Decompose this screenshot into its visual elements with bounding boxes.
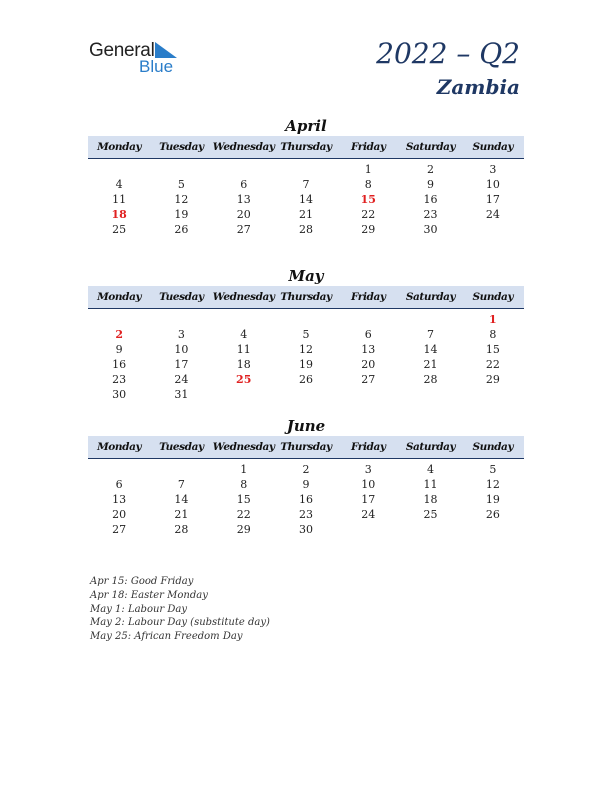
day-cell: 8 xyxy=(364,178,372,191)
day-cell: 4 xyxy=(240,328,248,341)
day-cell: 29 xyxy=(485,373,500,386)
day-cell: 10 xyxy=(485,178,500,191)
day-cell: 3 xyxy=(489,163,497,176)
week-row xyxy=(88,327,524,342)
day-cell: 1 xyxy=(364,163,372,176)
day-cell: 9 xyxy=(115,343,123,356)
day-cell: 6 xyxy=(240,178,248,191)
weekday-label: Thursday xyxy=(280,291,332,303)
day-cell: 9 xyxy=(302,478,310,491)
holiday-note: May 1: Labour Day xyxy=(90,603,187,615)
day-cell: 29 xyxy=(361,223,376,236)
weekday-label: Sunday xyxy=(472,441,514,453)
day-cell: 7 xyxy=(427,328,435,341)
day-cell: 13 xyxy=(236,193,251,206)
day-cell xyxy=(275,312,337,327)
day-cell: 7 xyxy=(177,478,185,491)
day-cell xyxy=(337,387,399,402)
day-cell xyxy=(462,387,524,402)
weekday-label: Wednesday xyxy=(212,441,275,453)
day-cell: 2 xyxy=(427,163,435,176)
day-cell xyxy=(399,522,461,537)
day-cell: 12 xyxy=(298,343,313,356)
page-title: 2022 – Q2 xyxy=(376,37,520,70)
day-cell: 19 xyxy=(485,493,500,506)
day-cell: 14 xyxy=(423,343,438,356)
week-row xyxy=(88,177,524,192)
weekday-label: Saturday xyxy=(405,141,456,153)
week-row xyxy=(88,162,524,177)
holiday-note: Apr 15: Good Friday xyxy=(90,576,194,587)
logo-blue-text: Blue xyxy=(139,57,174,76)
day-cell xyxy=(88,462,150,477)
weekday-header-row xyxy=(88,436,524,459)
day-cell xyxy=(88,312,150,327)
day-cell: 14 xyxy=(174,493,189,506)
weekday-label: Monday xyxy=(97,141,142,153)
day-cell: 23 xyxy=(112,373,127,386)
country-name: Zambia xyxy=(436,75,520,99)
day-cell: 27 xyxy=(112,523,127,536)
day-cell xyxy=(462,222,524,237)
weekday-label: Friday xyxy=(350,291,386,303)
day-cell: 19 xyxy=(174,208,189,221)
week-row xyxy=(88,387,524,402)
day-cell xyxy=(213,312,275,327)
day-cell: 23 xyxy=(298,508,313,521)
weekday-label: Friday xyxy=(350,141,386,153)
weekday-label: Thursday xyxy=(280,441,332,453)
weekday-header-row xyxy=(88,136,524,159)
weekday-label: Sunday xyxy=(472,291,514,303)
holiday-note: May 2: Labour Day (substitute day) xyxy=(90,617,270,629)
day-cell: 22 xyxy=(236,508,251,521)
day-cell: 5 xyxy=(302,328,310,341)
week-row xyxy=(88,522,524,537)
weekday-label: Monday xyxy=(97,441,142,453)
day-cell: 25 xyxy=(423,508,438,521)
day-cell: 10 xyxy=(361,478,376,491)
month-june xyxy=(88,416,524,537)
day-cell: 20 xyxy=(236,208,251,221)
weekday-label: Wednesday xyxy=(212,291,275,303)
day-cell: 27 xyxy=(361,373,376,386)
day-cell: 28 xyxy=(174,523,189,536)
day-cell: 21 xyxy=(174,508,189,521)
day-cell: 4 xyxy=(115,178,123,191)
month-title: June xyxy=(286,417,326,435)
day-cell: 8 xyxy=(489,328,497,341)
week-row xyxy=(88,507,524,522)
day-cell: 15 xyxy=(485,343,500,356)
day-cell: 12 xyxy=(485,478,500,491)
day-cell xyxy=(399,387,461,402)
holiday-day-cell: 2 xyxy=(115,328,123,341)
week-row xyxy=(88,222,524,237)
day-cell: 17 xyxy=(361,493,376,506)
day-cell: 16 xyxy=(112,358,127,371)
day-cell: 1 xyxy=(240,463,248,476)
day-cell: 6 xyxy=(364,328,372,341)
holiday-note: Apr 18: Easter Monday xyxy=(90,589,208,601)
weekday-label: Tuesday xyxy=(159,441,204,453)
day-cell: 16 xyxy=(298,493,313,506)
weekday-label: Wednesday xyxy=(212,141,275,153)
week-row xyxy=(88,342,524,357)
day-cell xyxy=(88,162,150,177)
day-cell: 22 xyxy=(361,208,376,221)
day-cell: 14 xyxy=(298,193,313,206)
day-cell: 25 xyxy=(112,223,127,236)
day-cell xyxy=(213,387,275,402)
day-cell: 2 xyxy=(302,463,310,476)
weekday-header-row xyxy=(88,286,524,309)
day-cell xyxy=(150,312,212,327)
day-cell: 7 xyxy=(302,178,310,191)
weekday-label: Thursday xyxy=(280,141,332,153)
day-cell xyxy=(275,162,337,177)
week-row xyxy=(88,477,524,492)
holiday-note: May 25: African Freedom Day xyxy=(90,631,243,643)
day-cell: 24 xyxy=(361,508,376,521)
week-row xyxy=(88,492,524,507)
day-cell: 28 xyxy=(298,223,313,236)
weekday-label: Sunday xyxy=(472,141,514,153)
day-cell: 29 xyxy=(236,523,251,536)
day-cell: 11 xyxy=(112,193,127,206)
week-row xyxy=(88,312,524,327)
day-cell xyxy=(337,312,399,327)
day-cell: 16 xyxy=(423,193,438,206)
day-cell: 30 xyxy=(112,388,127,401)
day-cell: 23 xyxy=(423,208,438,221)
day-cell: 31 xyxy=(174,388,189,401)
day-cell: 20 xyxy=(112,508,127,521)
day-cell: 30 xyxy=(423,223,438,236)
day-cell: 5 xyxy=(177,178,185,191)
day-cell: 19 xyxy=(298,358,313,371)
day-cell: 18 xyxy=(423,493,438,506)
week-row xyxy=(88,372,524,387)
day-cell: 21 xyxy=(298,208,313,221)
day-cell xyxy=(150,462,212,477)
day-cell: 13 xyxy=(112,493,127,506)
day-cell: 18 xyxy=(236,358,251,371)
day-cell: 24 xyxy=(485,208,500,221)
day-cell xyxy=(213,162,275,177)
day-cell: 27 xyxy=(236,223,251,236)
day-cell: 26 xyxy=(174,223,189,236)
day-cell: 9 xyxy=(427,178,435,191)
month-april xyxy=(88,116,524,237)
day-cell: 11 xyxy=(423,478,438,491)
day-cell xyxy=(462,522,524,537)
weekday-label: Friday xyxy=(350,441,386,453)
day-cell: 5 xyxy=(489,463,497,476)
day-cell: 28 xyxy=(423,373,438,386)
day-cell: 24 xyxy=(174,373,189,386)
holiday-day-cell: 18 xyxy=(111,208,127,221)
day-cell: 13 xyxy=(361,343,376,356)
weekday-label: Tuesday xyxy=(159,291,204,303)
day-cell: 11 xyxy=(236,343,251,356)
day-cell: 12 xyxy=(174,193,189,206)
day-cell: 21 xyxy=(423,358,438,371)
day-cell: 17 xyxy=(485,193,500,206)
month-may xyxy=(88,266,524,402)
day-cell xyxy=(337,522,399,537)
holiday-day-cell: 25 xyxy=(236,373,252,386)
day-cell: 26 xyxy=(298,373,313,386)
week-row xyxy=(88,207,524,222)
weekday-label: Tuesday xyxy=(159,141,204,153)
day-cell: 4 xyxy=(427,463,435,476)
day-cell: 22 xyxy=(485,358,500,371)
holiday-day-cell: 15 xyxy=(360,193,376,206)
day-cell: 3 xyxy=(364,463,372,476)
day-cell: 3 xyxy=(177,328,185,341)
month-title: May xyxy=(288,267,324,285)
weekday-label: Monday xyxy=(97,291,142,303)
weekday-label: Saturday xyxy=(405,441,456,453)
week-row xyxy=(88,462,524,477)
logo-general-text: General xyxy=(89,40,155,61)
day-cell: 15 xyxy=(236,493,251,506)
holiday-day-cell: 1 xyxy=(489,313,497,326)
day-cell xyxy=(150,162,212,177)
day-cell: 8 xyxy=(240,478,248,491)
week-row xyxy=(88,357,524,372)
day-cell: 20 xyxy=(361,358,376,371)
day-cell: 6 xyxy=(115,478,123,491)
day-cell: 17 xyxy=(174,358,189,371)
day-cell xyxy=(275,387,337,402)
day-cell: 10 xyxy=(174,343,189,356)
holiday-notes xyxy=(90,575,270,644)
day-cell xyxy=(399,312,461,327)
month-title: April xyxy=(285,117,327,135)
logo-triangle-icon xyxy=(155,42,177,58)
day-cell: 26 xyxy=(485,508,500,521)
week-row xyxy=(88,192,524,207)
day-cell: 30 xyxy=(298,523,313,536)
weekday-label: Saturday xyxy=(405,291,456,303)
brand-logo xyxy=(89,40,189,76)
